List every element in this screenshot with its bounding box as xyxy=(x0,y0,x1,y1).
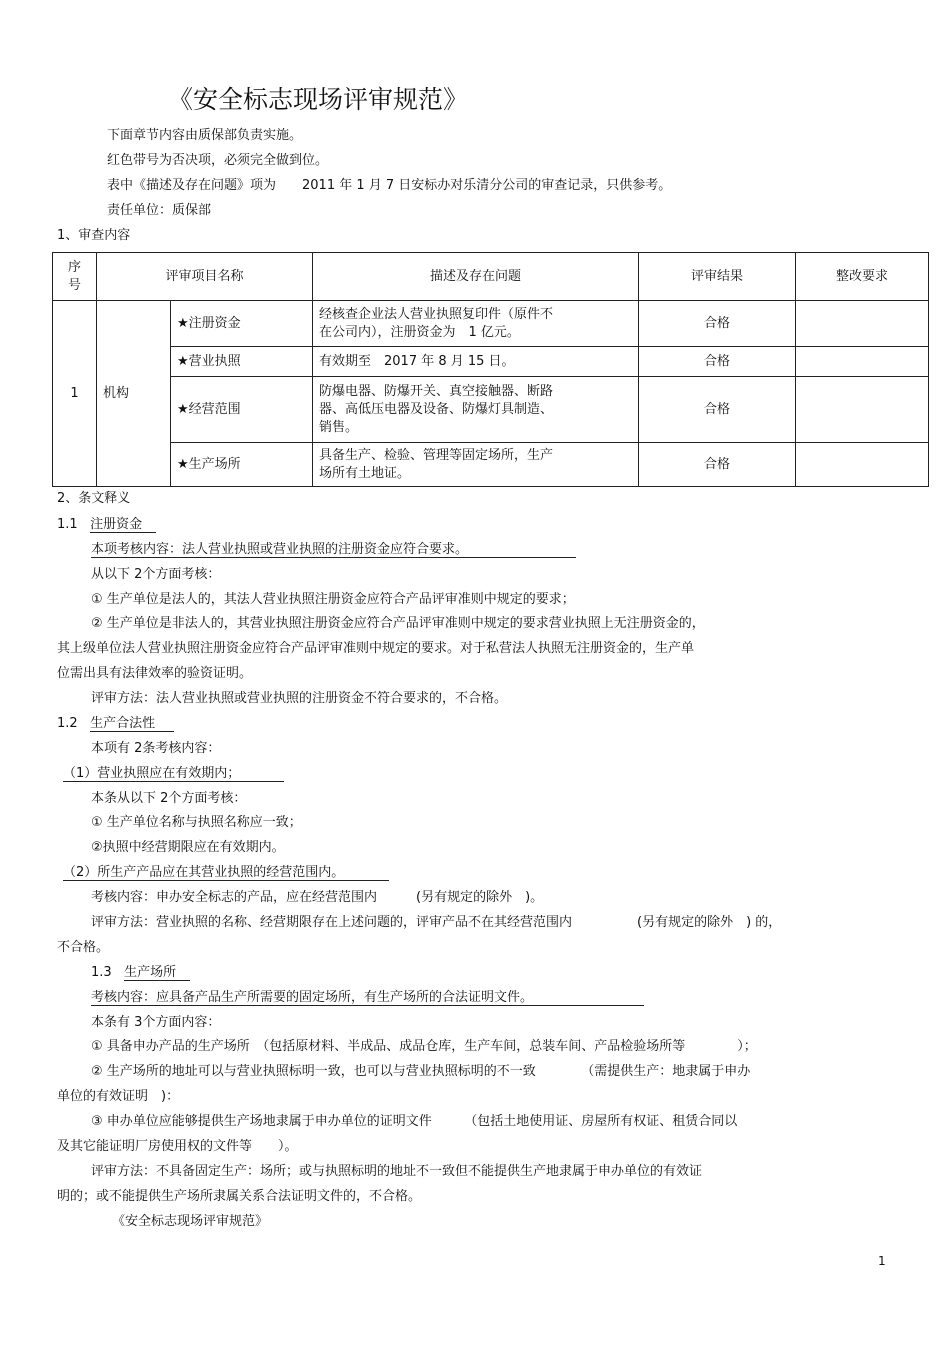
paragraph-line: 单位的有效证明 )： xyxy=(57,1089,180,1104)
document-title: 《安全标志现场评审规范》 xyxy=(168,85,469,114)
paragraph-line: 评审方法：不具备固定生产：场所；或与执照标明的地址不一致但不能提供生产地隶属于申办单位的有效证 xyxy=(91,1164,703,1179)
intro-line: 红色带号为否决项，必须完全做到位。 xyxy=(107,153,329,168)
result-cell: 合格 xyxy=(639,443,796,487)
paragraph-line: ② 生产场所的地址可以与营业执照标明一致，也可以与营业执照标明的不一致 （需提供生产：地隶属于申办 xyxy=(91,1064,751,1079)
table-row xyxy=(53,347,929,377)
intro-line: 表中《描述及存在问题》项为 2011 年 1 月 7 日安标办对乐清分公司的审查记录，只供参考。 xyxy=(107,178,672,193)
subsection-number: 1.1 xyxy=(57,517,78,532)
description-cell: 有效期至 2017 年 8 月 15 日。 xyxy=(313,347,639,377)
result-cell: 合格 xyxy=(639,301,796,347)
subsection-number: 1.2 xyxy=(57,716,78,731)
header-description: 描述及存在问题 xyxy=(313,253,639,301)
subsection-heading xyxy=(91,966,190,981)
paragraph-line: ① 生产单位是法人的，其法人营业执照注册资金应符合产品评审准则中规定的要求； xyxy=(91,592,575,607)
item-cell: ★注册资金 xyxy=(171,301,313,347)
header-seq: 序号 xyxy=(53,253,97,301)
paragraph-line: 其上级单位法人营业执照注册资金应符合产品评审准则中规定的要求。对于私营法人执照无注册资金的，生产单 xyxy=(57,641,695,656)
subsection-title: 生产场所 xyxy=(124,966,190,981)
section-heading: 1、审查内容 xyxy=(57,228,131,243)
rectification-cell xyxy=(796,347,929,377)
responsible-unit: 责任单位：质保部 xyxy=(107,203,212,218)
rectification-cell xyxy=(796,443,929,487)
paragraph-line: 本条有 3个方面内容： xyxy=(91,1015,221,1030)
paragraph-line: （1）营业执照应在有效期内； xyxy=(63,767,284,782)
paragraph-line: 从以下 2个方面考核： xyxy=(91,567,221,582)
result-cell: 合格 xyxy=(639,347,796,377)
item-cell: ★营业执照 xyxy=(171,347,313,377)
header-rectification: 整改要求 xyxy=(796,253,929,301)
paragraph-line: 评审方法：法人营业执照或营业执照的注册资金不符合要求的，不合格。 xyxy=(91,691,508,706)
description-cell: 经核查企业法人营业执照复印件（原件不 在公司内），注册资金为 1 亿元。 xyxy=(313,301,639,347)
paragraph-line: 评审方法：营业执照的名称、经营期限存在上述问题的，评审产品不在其经营范围内 (另有规定的除外 ) 的， xyxy=(91,915,782,930)
section-heading: 2、条文释义 xyxy=(57,491,131,506)
paragraph-line: 及其它能证明厂房使用权的文件等 ）。 xyxy=(57,1139,298,1154)
paragraph-line: 考核内容：应具备产品生产所需要的固定场所，有生产场所的合法证明文件。 xyxy=(91,991,644,1006)
seq-cell: 1 xyxy=(53,301,97,487)
description-cell: 具备生产、检验、管理等固定场所，生产 场所有土地证。 xyxy=(313,443,639,487)
paragraph-line: 本项考核内容：法人营业执照或营业执照的注册资金应符合要求。 xyxy=(91,543,576,558)
category-cell: 机构 xyxy=(97,301,171,487)
paragraph-line: 本条从以下 2个方面考核： xyxy=(91,791,247,806)
subsection-title: 注册资金 xyxy=(90,518,156,533)
result-cell: 合格 xyxy=(639,377,796,443)
rectification-cell xyxy=(796,377,929,443)
paragraph-line: ③ 申办单位应能够提供生产场地隶属于申办单位的证明文件 （包括土地使用证、房屋所有权证、租赁合同以 xyxy=(91,1114,738,1129)
review-table xyxy=(52,252,929,487)
table-row xyxy=(53,443,929,487)
paragraph-line: 考核内容：申办安全标志的产品，应在经营范围内 (另有规定的除外 )。 xyxy=(91,890,544,905)
paragraph-line: 位需出具有法律效率的验资证明。 xyxy=(57,666,253,681)
table-row xyxy=(53,301,929,347)
header-result: 评审结果 xyxy=(639,253,796,301)
paragraph-line: （2）所生产产品应在其营业执照的经营范围内。 xyxy=(63,866,389,881)
table-header-row xyxy=(53,253,929,301)
rectification-cell xyxy=(796,301,929,347)
subsection-heading xyxy=(57,518,156,533)
paragraph-line: 明的；或不能提供生产场所隶属关系合法证明文件的，不合格。 xyxy=(57,1189,422,1204)
item-cell: ★经营范围 xyxy=(171,377,313,443)
paragraph-line: ②执照中经营期限应在有效期内。 xyxy=(91,840,285,855)
description-cell: 防爆电器、防爆开关、真空接触器、断路 器、高低压电器及设备、防爆灯具制造、 销售。 xyxy=(313,377,639,443)
item-cell: ★生产场所 xyxy=(171,443,313,487)
paragraph-line: ② 生产单位是非法人的，其营业执照注册资金应符合产品评审准则中规定的要求营业执照上无注册资金的， xyxy=(91,616,705,631)
header-item-name: 评审项目名称 xyxy=(97,253,313,301)
subsection-heading xyxy=(57,717,174,732)
page-number: 1 xyxy=(878,1254,886,1268)
footer-title: 《安全标志现场评审规范》 xyxy=(112,1214,269,1229)
paragraph-line: ① 具备申办产品的生产场所 （包括原材料、半成品、成品仓库，生产车间，总装车间、产品检验场所等 ）； xyxy=(91,1039,757,1054)
intro-line: 下面章节内容由质保部负责实施。 xyxy=(107,128,303,143)
paragraph-line: 本项有 2条考核内容： xyxy=(91,741,221,756)
paragraph-line: ① 生产单位名称与执照名称应一致； xyxy=(91,815,302,830)
subsection-number: 1.3 xyxy=(91,965,112,980)
table-row xyxy=(53,377,929,443)
subsection-title: 生产合法性 xyxy=(90,717,174,732)
paragraph-line: 不合格。 xyxy=(57,940,110,955)
